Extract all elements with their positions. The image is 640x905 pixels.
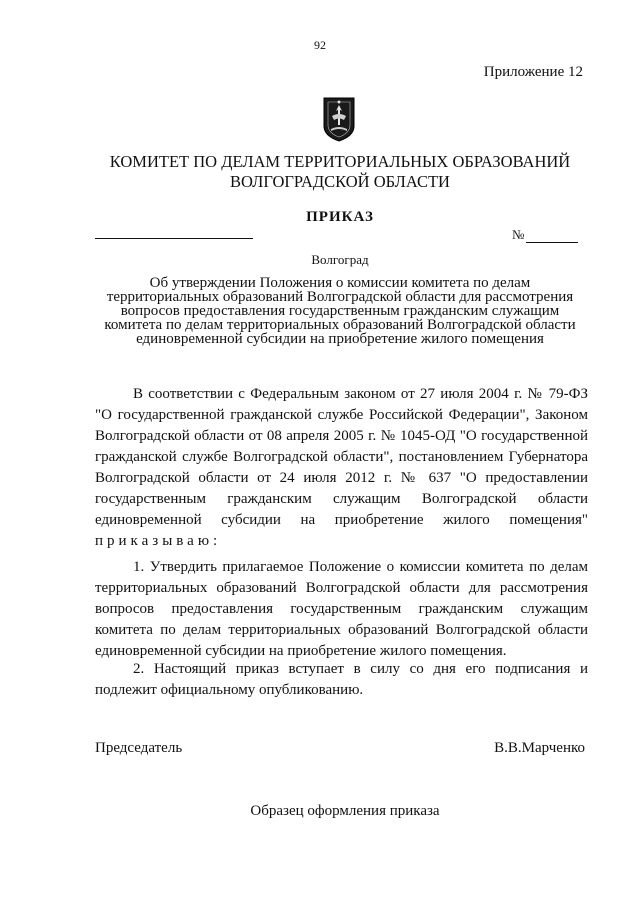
preamble-text: В соответствии с Федеральным законом от 27 июля 2004 г. № 79-ФЗ "О государственной гражданской службе Российской Федерации", Законом Волгоградской области от 08 апреля 2005 г. № 1045-ОД "О государственной гражданской службе Волгоградской области", постановлением Губернатора Волгоградской области от 24 июля 2012 г. № 637 "О предоставлении государственным гражданским служащим Волгоградской области единовременной субсидии на приобретение жилого помещения"	[95, 386, 588, 528]
committee-name-line-1: КОМИТЕТ ПО ДЕЛАМ ТЕРРИТОРИАЛЬНЫХ ОБРАЗОВАНИЙ	[109, 152, 571, 171]
item-2-text: 2. Настоящий приказ вступает в силу со дня его подписания и подлежит официальному опубликованию.	[95, 661, 588, 698]
page-number: 92	[314, 38, 326, 52]
order-number-field	[512, 227, 578, 243]
city-name: Волгоград	[311, 252, 369, 267]
number-sign: №	[512, 227, 525, 242]
item-1-paragraph	[95, 557, 588, 662]
order-word: приказываю:	[95, 533, 222, 549]
footer-caption: Образец оформления приказа	[250, 803, 440, 819]
subject-line-2: территориальных образований Волгоградской области для рассмотрения	[106, 289, 574, 305]
date-blank-line	[95, 238, 253, 239]
signatory-position: Председатель	[95, 740, 183, 756]
number-blank-line	[526, 241, 578, 243]
order-subject	[85, 276, 595, 346]
committee-name-line-2: ВОЛГОГРАДСКОЙ ОБЛАСТИ	[230, 172, 450, 191]
coat-of-arms-icon	[322, 96, 356, 142]
item-1-text: 1. Утвердить прилагаемое Положение о комиссии комитета по делам территориальных образований Волгоградской области для рассмотрения вопросов предоставления государственным гражданским служащим комитета по делам территориальных образований Волгоградской области единовременной субсидии на приобретение жилого помещения.	[95, 559, 588, 659]
preamble-paragraph	[95, 384, 588, 552]
order-title: ПРИКАЗ	[306, 209, 374, 225]
signatory-name: В.В.Марченко	[494, 740, 585, 756]
subject-line-3: вопросов предоставления государственным гражданским служащим	[120, 303, 560, 319]
subject-line-5: единовременной субсидии на приобретение жилого помещения	[136, 331, 544, 347]
appendix-label: Приложение 12	[483, 64, 583, 80]
subject-line-1: Об утверждении Положения о комиссии комитета по делам	[149, 275, 531, 291]
committee-name	[60, 152, 620, 192]
item-2-paragraph	[95, 659, 588, 701]
subject-line-4: комитета по делам территориальных образований Волгоградской области	[104, 317, 576, 333]
